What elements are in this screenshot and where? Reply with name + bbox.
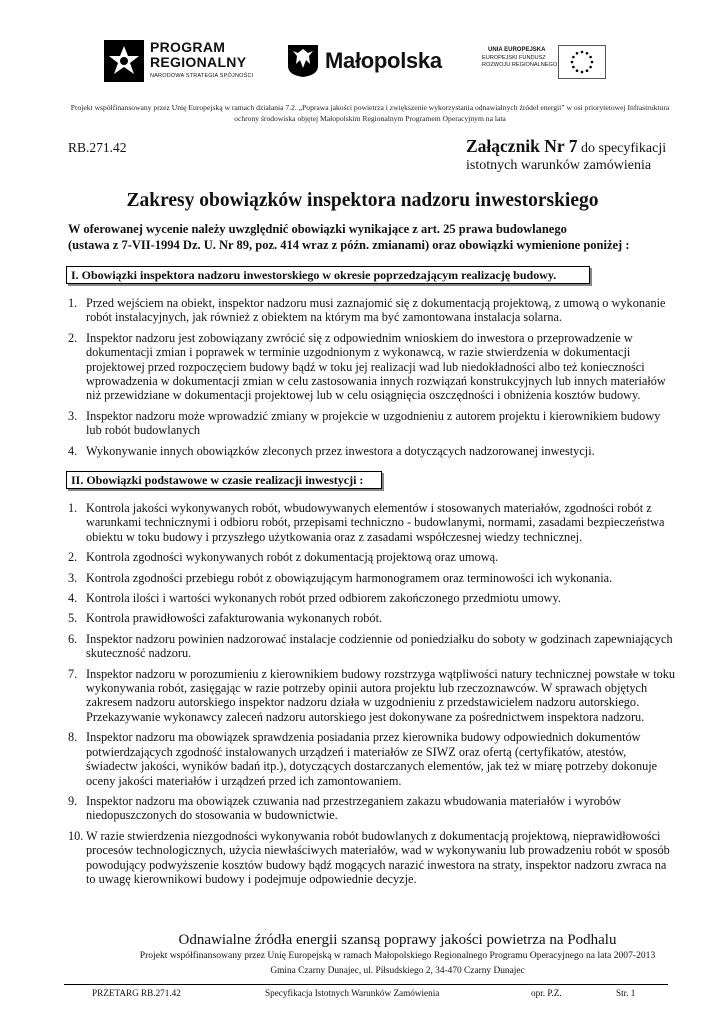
program-logo-line2: REGIONALNY xyxy=(150,54,247,70)
list-item-text: Kontrola zgodności przebiegu robót z obowiązującym harmonogramem oraz terminowości ich wykonania. xyxy=(86,570,613,585)
list-item xyxy=(68,501,678,544)
eu-logo-line2: EUROPEJSKI FUNDUSZ xyxy=(482,55,546,61)
page-title: Zakresy obowiązków inspektora nadzoru inwestorskiego xyxy=(126,190,599,211)
list-item-number: 3. xyxy=(68,408,78,423)
list-item-text: Inspektor nadzoru w porozumieniu z kierownikiem budowy rozstrzyga wątpliwości natury technicznej powstałe w toku wykonywania robót, zasięgając w razie potrzeby opinii autora projektu lub rzeczoznawców. W sprawach objętych zakresem nadzoru autorskiego inspektor nadzoru działa w uzgodnieniu z przedstawicielem nadzoru autorskiego. Przekazywanie wykonawcy zaleceń nadzoru autorskiego jest dokonywane za pośrednictwem inspektora nadzoru. xyxy=(86,666,676,724)
cofinance-note: Projekt współfinansowany przez Unię Europejską w ramach działania 7.2. „Poprawa jakości powietrza i zwiększenie wykorzystania odnawialnych źródeł energii” w osi priorytetowej Infrastruktura ochrony środowiska objętej Małopolskim Regionalnym Programem Operacyjnym na lata xyxy=(70,103,670,123)
list-item-text: W razie stwierdzenia niezgodności wykonywania robót budowlanych z dokumentacją projektową, nieprawidłowości procesów technologicznych, użycia niewłaściwych materiałów, wad w wykonywaniu lub prowadzeniu robót w sposób powodujący podwyższenie kosztów budowy bądź mogących narazić inwestora na straty, inspektor nadzoru zwraca na to uwagę kierownikowi budowy i podejmuje odpowiednie decyzje. xyxy=(86,828,670,886)
list-item xyxy=(68,611,678,625)
program-regionalny-logo xyxy=(104,38,264,88)
attachment-label xyxy=(466,136,666,157)
malopolska-emblem-icon xyxy=(287,44,319,78)
section1-list xyxy=(68,296,678,464)
section1-heading: I. Obowiązki inspektora nadzoru inwestorskiego w okresie poprzedzającym realizację budowy. xyxy=(66,266,590,284)
list-item-number: 5. xyxy=(68,611,78,626)
document-reference: RB.271.42 xyxy=(68,140,127,155)
attachment-number: Załącznik Nr 7 xyxy=(466,136,578,156)
intro-line1: W oferowanej wycenie należy uwzględnić obowiązki wynikające z art. 25 prawa budowlanego xyxy=(68,222,567,236)
attachment-label-line2: istotnych warunków zamówienia xyxy=(466,158,652,173)
list-item xyxy=(68,331,678,403)
list-item-text: Wykonywanie innych obowiązków zleconych przez inwestora a dotyczących nadzorowanej inwestycji. xyxy=(86,443,595,458)
list-item-number: 1. xyxy=(68,501,78,515)
list-item-number: 4. xyxy=(68,443,78,458)
footer-spec-name: Specyfikacja Istotnych Warunków Zamówienia xyxy=(265,988,440,998)
malopolska-logo xyxy=(287,42,452,82)
list-item xyxy=(68,829,678,887)
list-item-text: Inspektor nadzoru ma obowiązek sprawdzenia posiadania przez kierownika budowy odpowiednich dokumentów potwierdzających zgodność instalowanych urządzeń i materiałów ze SIWZ oraz ofertą (certyfikatów, atestów, świadectw jakości, wyników badań itp.), dotyczących dostarczanych elementów, jak też w miarę potrzeby dokonuje oceny jakości materiałów i urządzeń przed ich zamontowaniem. xyxy=(86,730,658,788)
list-item xyxy=(68,591,678,605)
list-item-text: Kontrola prawidłowości zafakturowania wykonanych robót. xyxy=(86,611,383,626)
eu-logo xyxy=(478,43,608,81)
list-item xyxy=(68,444,678,458)
eu-logo-line1: UNIA EUROPEJSKA xyxy=(488,47,546,53)
intro-paragraph xyxy=(68,221,688,253)
footer-title: Odnawialne źródła energii szansą poprawy jakości powietrza na Podhalu xyxy=(178,932,617,948)
list-item-number: 10. xyxy=(68,828,84,843)
program-star-icon xyxy=(104,40,144,82)
list-item-text: Przed wejściem na obiekt, inspektor nadzoru musi zaznajomić się z dokumentacją projektową, z umową o wykonanie robót instalacyjnych, jak również z obiektem na którym ma być zamontowana instalacja solarna. xyxy=(86,296,666,325)
list-item xyxy=(68,409,678,438)
page-number: Str. 1 xyxy=(616,988,636,998)
list-item-text: Kontrola jakości wykonywanych robót, wbudowywanych elementów i stosowanych materiałów, zgodności robót z warunkami technicznymi i odbioru robót, przepisami techniczno - budowlanymi, normami, zasadami bezpieczeństwa obiektu w toku budowy i przyszłego użytkowania oraz z zasadami współczesnej wiedzy technicznej. xyxy=(86,501,665,544)
list-item-text: Inspektor nadzoru ma obowiązek czuwania nad przestrzeganiem zakazu wbudowania materiałów i wyrobów niedopuszczonych do stosowania w budownictwie. xyxy=(86,793,622,823)
list-item-number: 8. xyxy=(68,730,78,745)
list-item xyxy=(68,550,678,564)
list-item-number: 7. xyxy=(68,666,78,681)
list-item xyxy=(68,730,678,788)
eu-flag-icon xyxy=(558,45,606,79)
footer-divider xyxy=(64,984,668,985)
list-item xyxy=(68,667,678,725)
list-item-text: Inspektor nadzoru jest zobowiązany zwrócić się z odpowiednim wnioskiem do inwestora o przeprowadzenie w dokumentacji zmian i poprawek w terminie uzgodnionym z wykonawcą, w razie stwierdzenia w dokumentacji projektowej przed rozpoczęciem budowy bądź w toku jej realizacji wad lub niedokładności albo też konieczności wprowadzenia w dokumentacji zmian w celu zastosowania innych rozwiązań konstrukcyjnych lub innych materiałów niż przewidziane w dokumentacji projektowej lub w celu osiągnięcia oszczędności i obniżenia kosztów budowy. xyxy=(86,330,666,403)
footer-tender-ref: PRZETARG RB.271.42 xyxy=(92,988,181,998)
list-item-text: Inspektor nadzoru może wprowadzić zmiany w projekcie w uzgodnieniu z autorem projektu i kierownikiem budowy lub robót budowlanych xyxy=(86,408,661,438)
list-item xyxy=(68,571,678,585)
eu-logo-line3: ROZWOJU REGIONALNEGO xyxy=(482,62,558,68)
attachment-suffix: do specyfikacji xyxy=(577,141,667,156)
program-logo-line3: NARODOWA STRATEGIA SPÓJNOŚCI xyxy=(150,73,254,79)
list-item xyxy=(68,296,678,325)
section2-heading: II. Obowiązki podstawowe w czasie realizacji inwestycji : xyxy=(66,471,382,489)
list-item xyxy=(68,632,678,661)
list-item-number: 1. xyxy=(68,296,78,310)
section2-list xyxy=(68,501,678,892)
list-item-number: 6. xyxy=(68,631,78,646)
list-item-number: 2. xyxy=(68,330,78,345)
list-item-number: 2. xyxy=(68,550,78,565)
list-item xyxy=(68,794,678,823)
malopolska-logo-text: Małopolska xyxy=(325,48,442,73)
list-item-text: Inspektor nadzoru powinien nadzorować instalacje codziennie od poniedziałku do soboty w godzinach zapewniających skuteczność nadzoru. xyxy=(86,631,673,661)
program-logo-line1: PROGRAM xyxy=(150,39,226,55)
list-item-text: Kontrola ilości i wartości wykonanych robót przed odbiorem zakończonego przedmiotu umowy. xyxy=(86,591,561,606)
list-item-number: 4. xyxy=(68,591,78,606)
footer-project-note: Projekt współfinansowany przez Unię Europejską w ramach Małopolskiego Regionalnego Programu Operacyjnego na lata 2007-2013 xyxy=(139,950,656,961)
list-item-number: 3. xyxy=(68,570,78,585)
footer-author: opr. P.Z. xyxy=(531,988,562,998)
list-item-text: Kontrola zgodności wykonywanych robót z dokumentacją projektową oraz umową. xyxy=(86,550,499,565)
intro-line2: (ustawa z 7-VII-1994 Dz. U. Nr 89, poz. 414 wraz z późn. zmianami) oraz obowiązki wymienione poniżej : xyxy=(68,238,630,252)
list-item-number: 9. xyxy=(68,793,78,808)
footer-address: Gmina Czarny Dunajec, ul. Piłsudskiego 2, 34-470 Czarny Dunajec xyxy=(270,966,525,976)
